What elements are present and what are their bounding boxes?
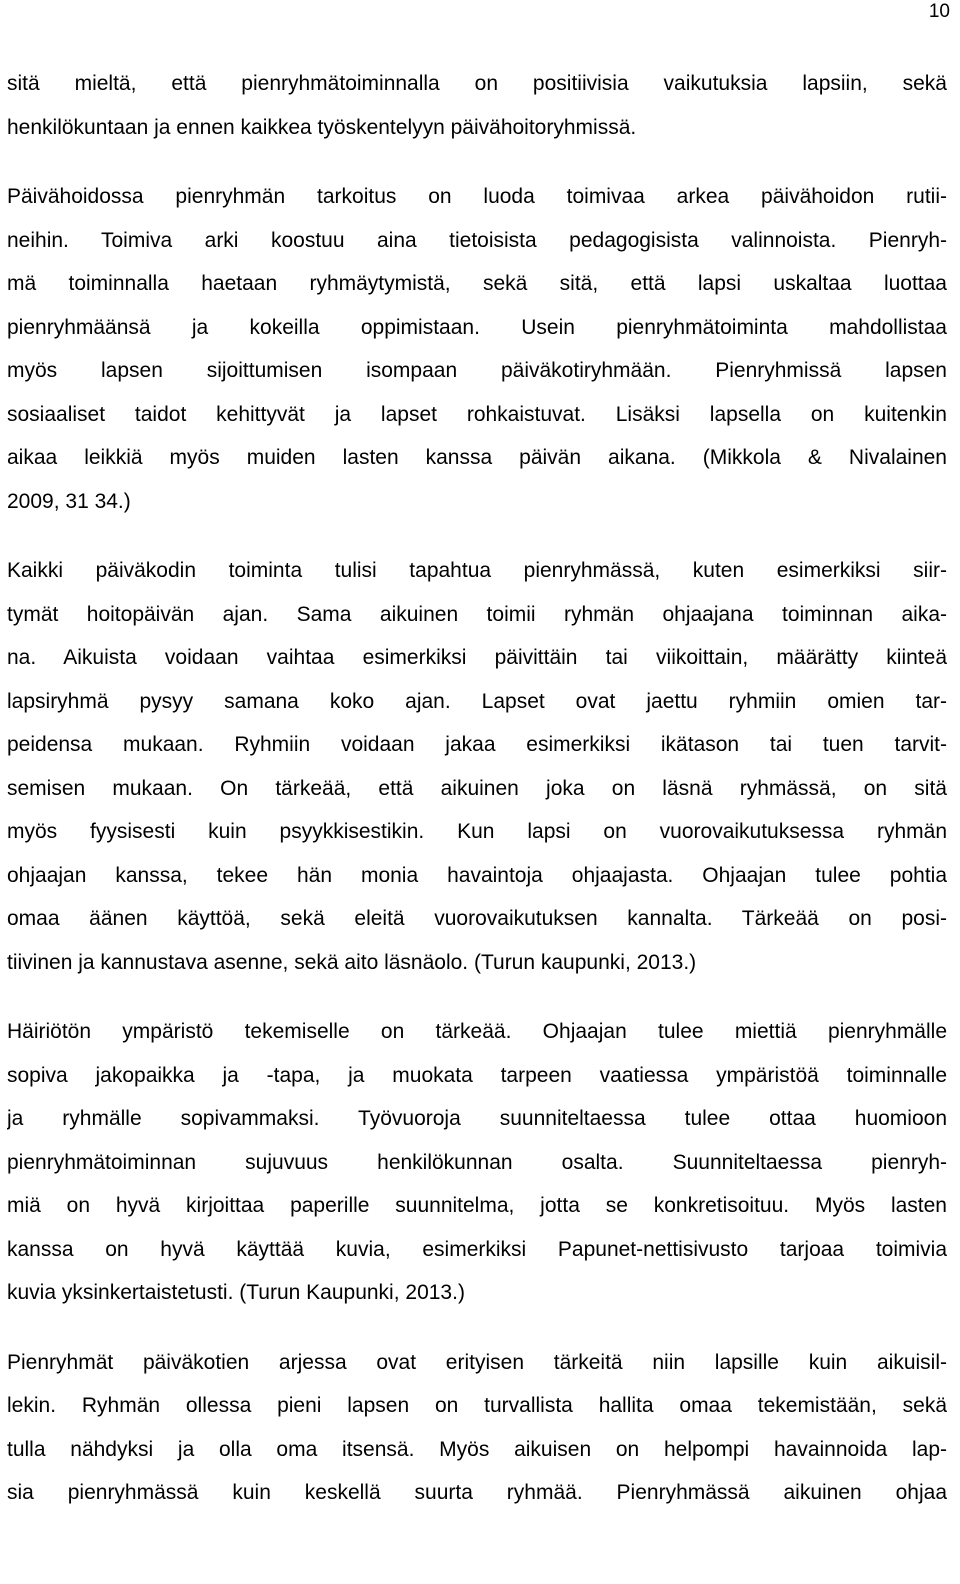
text-line: sia pienryhmässä kuin keskellä suurta ryhmää. Pienryhmässä aikuinen ohjaa xyxy=(7,1481,947,1504)
paragraph xyxy=(7,549,947,984)
text-line: mä toiminnalla haetaan ryhmäytymistä, sekä sitä, että lapsi uskaltaa luottaa xyxy=(7,272,947,295)
text-line: sopiva jakopaikka ja -tapa, ja muokata tarpeen vaatiessa ympäristöä toiminnalle xyxy=(7,1063,947,1087)
text-line: kanssa on hyvä käyttää kuvia, esimerkiksi Papunet-nettisivusto tarjoaa toimivia xyxy=(7,1237,947,1261)
text-line: peidensa mukaan. Ryhmiin voidaan jakaa esimerkiksi ikätason tai tuen tarvit- xyxy=(7,733,947,756)
text-line: tiivinen ja kannustava asenne, sekä aito läsnäolo. (Turun kaupunki, 2013.) xyxy=(7,950,697,974)
text-line: na. Aikuista voidaan vaihtaa esimerkiksi päivittäin tai viikoittain, määrätty kiinteä xyxy=(7,646,947,669)
text-line: Päivähoidossa pienryhmän tarkoitus on luoda toimivaa arkea päivähoidon rutii- xyxy=(7,185,947,208)
text-line: myös fyysisesti kuin psyykkisestikin. Kun lapsi on vuorovaikutuksessa ryhmän xyxy=(7,820,947,843)
text-line: lapsiryhmä pysyy samana koko ajan. Lapset ovat jaettu ryhmiin omien tar- xyxy=(7,689,947,713)
text-line: kuvia yksinkertaistetusti. (Turun Kaupunki, 2013.) xyxy=(7,1281,465,1304)
text-line: Häiriötön ympäristö tekemiselle on tärkeää. Ohjaajan tulee miettiä pienryhmälle xyxy=(7,1020,947,1043)
text-line: myös lapsen sijoittumisen isompaan päiväkotiryhmään. Pienryhmissä lapsen xyxy=(7,359,947,382)
text-line: omaa äänen käyttöä, sekä eleitä vuorovaikutuksen kannalta. Tärkeää on posi- xyxy=(7,907,947,930)
paragraph xyxy=(7,62,947,149)
text-line: sitä mieltä, että pienryhmätoiminnalla on positiivisia vaikutuksia lapsiin, sekä xyxy=(7,72,947,95)
text-line: Kaikki päiväkodin toiminta tulisi tapahtua pienryhmässä, kuten esimerkiksi siir- xyxy=(7,559,947,582)
text-line: ja ryhmälle sopivammaksi. Työvuoroja suunniteltaessa tulee ottaa huomioon xyxy=(7,1107,947,1130)
paragraph xyxy=(7,1010,947,1315)
text-line: pienryhmätoiminnan sujuvuus henkilökunnan osalta. Suunniteltaessa pienryh- xyxy=(7,1150,947,1174)
text-line: pienryhmäänsä ja kokeilla oppimistaan. Usein pienryhmätoiminta mahdollistaa xyxy=(7,315,947,339)
text-line: neihin. Toimiva arki koostuu aina tietoisista pedagogisista valinnoista. Pienryh- xyxy=(7,228,947,252)
text-line: sosiaaliset taidot kehittyvät ja lapset rohkaistuvat. Lisäksi lapsella on kuitenkin xyxy=(7,402,947,426)
text-line: Pienryhmät päiväkotien arjessa ovat erityisen tärkeitä niin lapsille kuin aikuisil- xyxy=(7,1350,947,1374)
page-number: 10 xyxy=(928,1,950,22)
text-line: henkilökuntaan ja ennen kaikkea työskentelyyn päivähoitoryhmissä. xyxy=(7,115,637,139)
text-line: tulla nähdyksi ja olla oma itsensä. Myös aikuisen on helpompi havainnoida lap- xyxy=(7,1437,947,1461)
text-line: semisen mukaan. On tärkeää, että aikuinen joka on läsnä ryhmässä, on sitä xyxy=(7,776,947,800)
text-line: lekin. Ryhmän ollessa pieni lapsen on turvallista hallita omaa tekemistään, sekä xyxy=(7,1394,947,1417)
paragraph xyxy=(7,1341,947,1515)
text-line: miä on hyvä kirjoittaa paperille suunnitelma, jotta se konkretisoituu. Myös lasten xyxy=(7,1194,947,1217)
text-line: 2009, 31 34.) xyxy=(7,489,131,513)
text-line: tymät hoitopäivän ajan. Sama aikuinen toimii ryhmän ohjaajana toiminnan aika- xyxy=(7,602,947,626)
text-line: aikaa leikkiä myös muiden lasten kanssa päivän aikana. (Mikkola & Nivalainen xyxy=(7,446,947,469)
paragraph xyxy=(7,175,947,523)
document-body xyxy=(7,62,947,1515)
text-line: ohjaajan kanssa, tekee hän monia havaintoja ohjaajasta. Ohjaajan tulee pohtia xyxy=(7,863,947,887)
